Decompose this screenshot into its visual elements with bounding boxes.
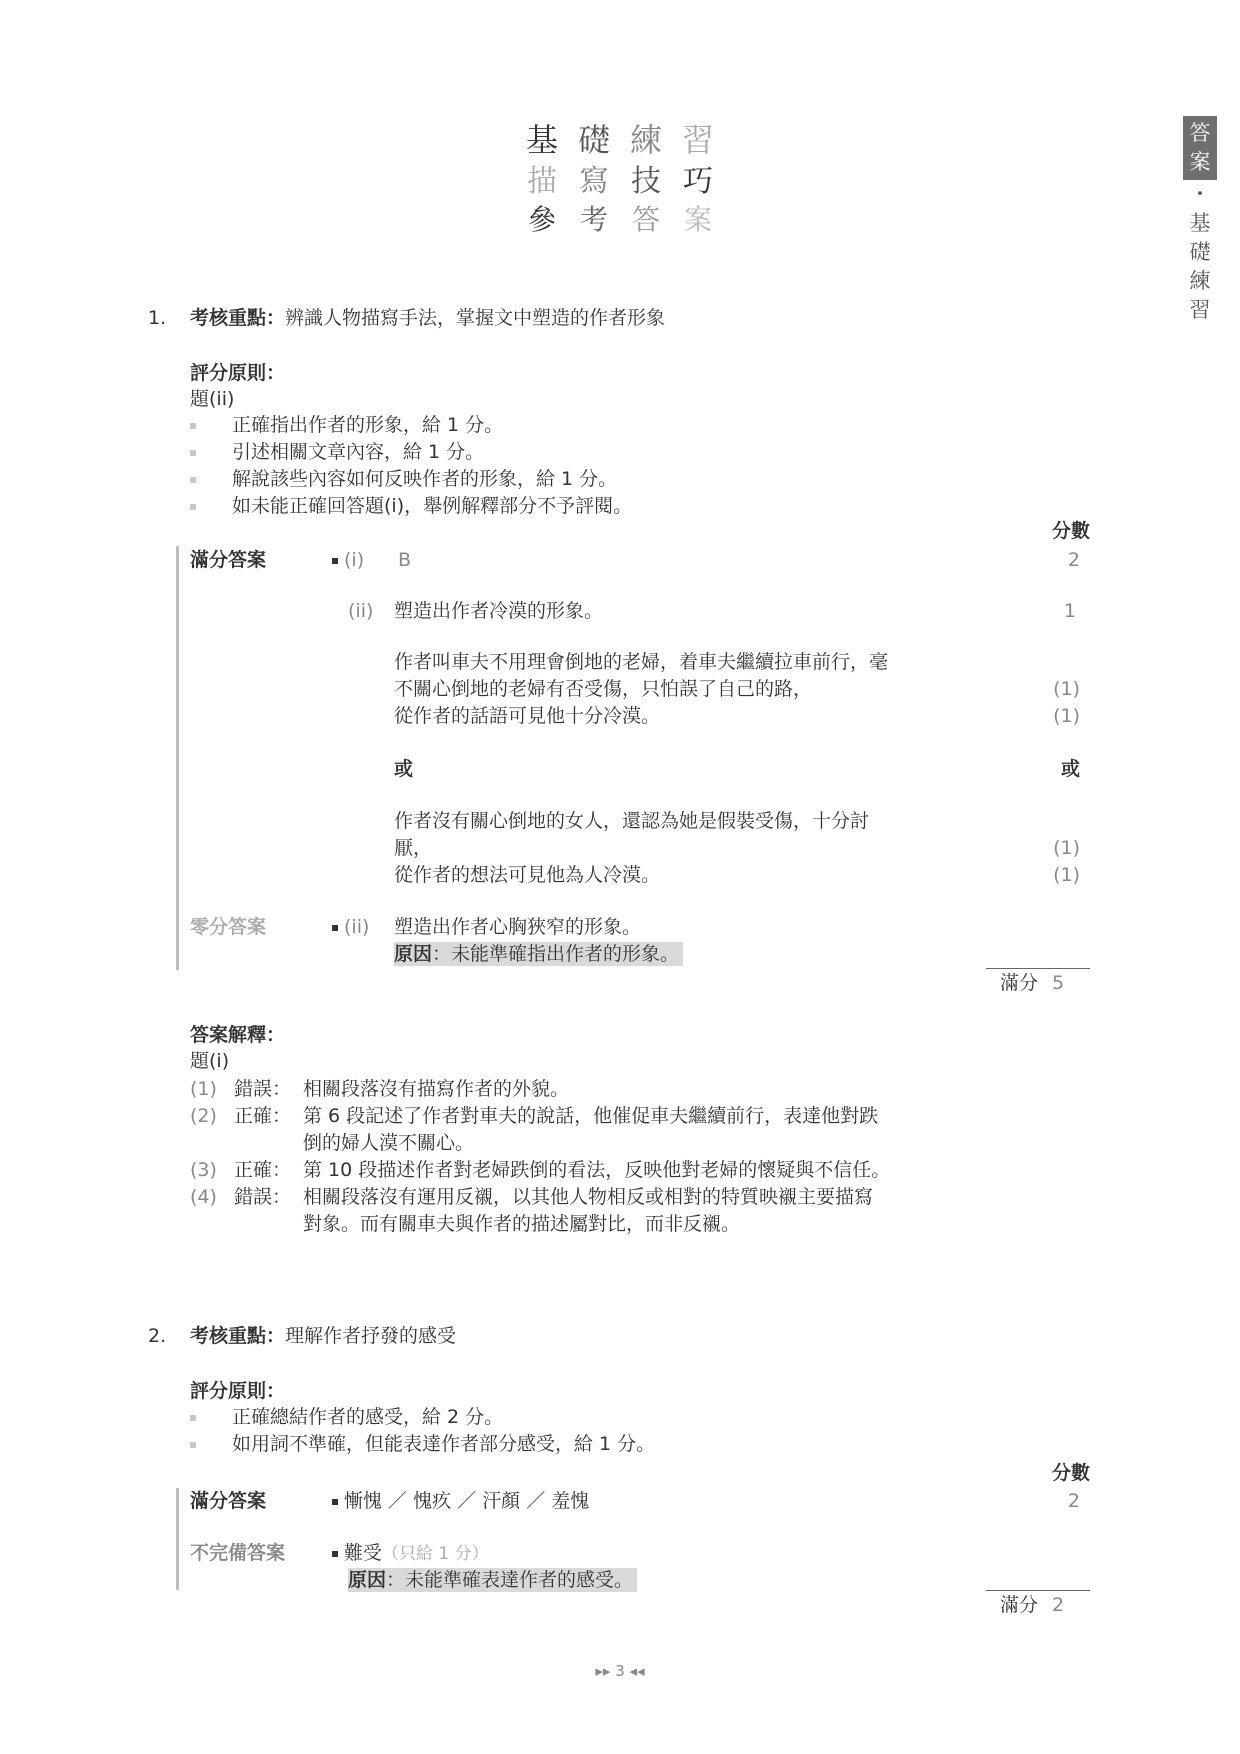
- criteria-item: [190, 493, 632, 520]
- criteria-item: [190, 439, 632, 466]
- q2-total-rule: [986, 1590, 1090, 1591]
- q1-focus-text: 辨識人物描寫手法，掌握文中塑造的作者形象: [285, 307, 666, 329]
- q2-full-label: 滿分答案: [190, 1490, 267, 1512]
- explanation-verdict: 正確：: [234, 1105, 292, 1127]
- q1-total-value: 5: [1052, 972, 1065, 994]
- q1-explain-sub: 題(i): [190, 1050, 230, 1072]
- q2-full-score: 2: [1067, 1490, 1080, 1512]
- q1-total-label: 滿分: [1000, 972, 1039, 994]
- q1-focus-label: 考核重點：: [190, 307, 286, 329]
- criteria-text: 正確總結作者的感受，給 2 分。: [232, 1406, 504, 1428]
- side-tab-char: 基: [1189, 211, 1211, 235]
- title-char: 礎: [577, 121, 610, 159]
- q1-number: 1.: [148, 307, 167, 329]
- side-tab-char: 練: [1189, 269, 1211, 293]
- q2-total-label: 滿分: [1000, 1594, 1039, 1616]
- q1-reason-box: [394, 942, 683, 966]
- title-char: 描: [527, 164, 557, 199]
- criteria-text: 如用詞不準確，但能表達作者部分感受，給 1 分。: [232, 1433, 656, 1455]
- q1-reason: [394, 941, 683, 968]
- explanation-text: 第 10 段描述作者對老婦跌倒的看法，反映他對老婦的懷疑與不信任。: [303, 1159, 891, 1181]
- q2-partial-note: （只給 1 分）: [382, 1544, 489, 1564]
- q1-para1-line: 從作者的話語可見他十分冷漠。: [394, 705, 661, 727]
- explanation-verdict: 錯誤：: [234, 1186, 292, 1208]
- explanation-num: (1): [190, 1078, 217, 1100]
- side-tab: [1183, 116, 1217, 325]
- bullet: [190, 423, 196, 429]
- q2-focus-text: 理解作者抒發的感受: [285, 1325, 457, 1347]
- side-tab-rest: [1183, 180, 1217, 325]
- side-tab-dot: ・: [1189, 182, 1211, 206]
- bullet: [332, 1551, 338, 1557]
- q2-total-value: 2: [1052, 1594, 1065, 1616]
- title-char: 案: [683, 203, 712, 236]
- title-char: 寫: [579, 164, 609, 199]
- q1-para2-score-item: (1): [1053, 864, 1080, 886]
- explanation-text: 第 6 段記述了作者對車夫的說話，他催促車夫繼續前行，表達他對跌: [303, 1105, 879, 1127]
- q1-para2: [394, 808, 869, 889]
- side-tab-char: 礎: [1189, 240, 1211, 264]
- q2-reason: [348, 1567, 637, 1594]
- q2-reason-box: [348, 1568, 637, 1592]
- q1-zero-num: (ii): [344, 916, 370, 938]
- q1-reason-label: 原因: [394, 943, 433, 965]
- page-number-value: 3: [615, 1662, 625, 1680]
- title-char: 答: [631, 203, 660, 236]
- criteria-item: [190, 466, 632, 493]
- q1-ii-num: (ii): [348, 600, 374, 622]
- q1-score-header: 分數: [1051, 520, 1090, 542]
- side-tab-char: 習: [1189, 298, 1211, 322]
- q1-para2-line: 作者沒有關心倒地的女人，還認為她是假裝受傷，十分討: [394, 810, 870, 832]
- bullet: [332, 925, 338, 931]
- q1-para2-line: 厭，: [394, 837, 433, 859]
- q2-number: 2.: [148, 1325, 167, 1347]
- title-line-3: [0, 202, 1240, 238]
- bullet: [190, 477, 196, 483]
- q1-zero-label: 零分答案: [190, 916, 267, 938]
- q1-i-answer: B: [398, 549, 412, 571]
- q1-para1-line: 作者叫車夫不用理會倒地的老婦，着車夫繼續拉車前行，毫: [394, 651, 889, 673]
- explanation-verdict: 錯誤：: [234, 1078, 292, 1100]
- q1-full-label: 滿分答案: [190, 549, 267, 571]
- page-number: [0, 1662, 1240, 1680]
- title-char: 技: [631, 164, 661, 199]
- q1-para1: [394, 649, 888, 730]
- q1-i-row: [332, 547, 364, 574]
- side-tab-char: 答: [1189, 121, 1211, 145]
- q1-or-score: 或: [1060, 758, 1080, 780]
- explanation-num: (3): [190, 1159, 217, 1181]
- page-marker-left-icon: ▸▸: [595, 1662, 611, 1680]
- q1-para2-line: 從作者的想法可見他為人冷漠。: [394, 864, 661, 886]
- criteria-text: 正確指出作者的形象，給 1 分。: [232, 414, 504, 436]
- q1-i-score: 2: [1067, 549, 1080, 571]
- q1-explain-title: 答案解釋：: [190, 1024, 286, 1046]
- q1-ii-score: 1: [1063, 600, 1076, 622]
- explanation-num: (4): [190, 1186, 217, 1208]
- criteria-text: 解說該些內容如何反映作者的形象，給 1 分。: [232, 468, 618, 490]
- q1-para2-score: [1040, 835, 1080, 889]
- q2-partial-label: 不完備答案: [190, 1542, 286, 1564]
- q2-focus-label: 考核重點：: [190, 1325, 286, 1347]
- title-char: 基: [525, 121, 558, 159]
- q2-criteria-list: [190, 1404, 655, 1458]
- q1-para1-line: 不關心倒地的老婦有否受傷，只怕誤了自己的路，: [394, 678, 813, 700]
- q1-total-rule: [986, 968, 1090, 969]
- bullet: [190, 1442, 196, 1448]
- q1-para1-score: [1040, 676, 1080, 730]
- q1-para2-score-item: (1): [1053, 837, 1080, 859]
- q2-full-row: [332, 1488, 589, 1515]
- criteria-item: [190, 1404, 655, 1431]
- q1-or: 或: [394, 758, 414, 780]
- explanation-num: (2): [190, 1105, 217, 1127]
- q2-full-answer: 慚愧 ／ 愧疚 ／ 汗顏 ／ 羞愧: [344, 1490, 590, 1512]
- q1-ii-answer: 塑造出作者冷漠的形象。: [394, 600, 604, 622]
- explanation-text: 倒的婦人漠不關心。: [303, 1132, 475, 1154]
- title-char: 練: [629, 121, 662, 159]
- criteria-item: [190, 1431, 655, 1458]
- bullet: [190, 1415, 196, 1421]
- title-char: 巧: [683, 164, 713, 199]
- title-char: 參: [527, 203, 556, 236]
- q1-total: [1000, 970, 1064, 997]
- q1-para1-score-item: (1): [1053, 678, 1080, 700]
- explanation-text: 相關段落沒有運用反襯，以其他人物相反或相對的特質映襯主要描寫: [303, 1186, 874, 1208]
- q2-score-header: 分數: [1051, 1462, 1090, 1484]
- side-tab-char: 案: [1189, 150, 1211, 174]
- q2-partial-answer: 難受: [344, 1542, 383, 1564]
- explanation-verdict: 正確：: [234, 1159, 292, 1181]
- q1-reason-text: ：未能準確指出作者的形象。: [432, 943, 680, 965]
- title-line-2: [0, 163, 1240, 201]
- side-tab-highlight: [1183, 116, 1217, 180]
- q2-total: [1000, 1592, 1064, 1619]
- q1-i-num: (i): [344, 549, 365, 571]
- q1-zero-row: [332, 914, 369, 941]
- title-line-1: [0, 120, 1240, 160]
- explanation-text: 對象。而有關車夫與作者的描述屬對比，而非反襯。: [303, 1213, 741, 1235]
- title-char: 習: [681, 121, 714, 159]
- q2-criteria-title: 評分原則：: [190, 1380, 286, 1402]
- q2-partial-row: [332, 1540, 489, 1568]
- criteria-item: [190, 412, 632, 439]
- criteria-text: 引述相關文章內容，給 1 分。: [232, 441, 485, 463]
- bullet: [190, 450, 196, 456]
- explanation-text: 相關段落沒有描寫作者的外貌。: [303, 1078, 570, 1100]
- page-marker-right-icon: ◂◂: [629, 1662, 645, 1680]
- bullet: [332, 1499, 338, 1505]
- q2-answer-bar: [176, 1488, 179, 1590]
- q1-para1-score-item: (1): [1053, 705, 1080, 727]
- title-char: 考: [579, 203, 608, 236]
- q1-criteria-title: 評分原則：: [190, 362, 286, 384]
- bullet: [332, 558, 338, 564]
- q2-focus: [190, 1323, 456, 1350]
- q1-answer-bar: [176, 546, 179, 970]
- bullet: [190, 504, 196, 510]
- q1-criteria-list: [190, 412, 632, 520]
- q2-reason-label: 原因: [348, 1569, 387, 1591]
- q2-reason-text: ：未能準確表達作者的感受。: [386, 1569, 634, 1591]
- q1-focus: [190, 305, 665, 332]
- q1-zero-answer: 塑造出作者心胸狹窄的形象。: [394, 916, 642, 938]
- q1-criteria-sub: 題(ii): [190, 388, 235, 410]
- criteria-text: 如未能正確回答題(i)，舉例解釋部分不予評閱。: [232, 495, 633, 517]
